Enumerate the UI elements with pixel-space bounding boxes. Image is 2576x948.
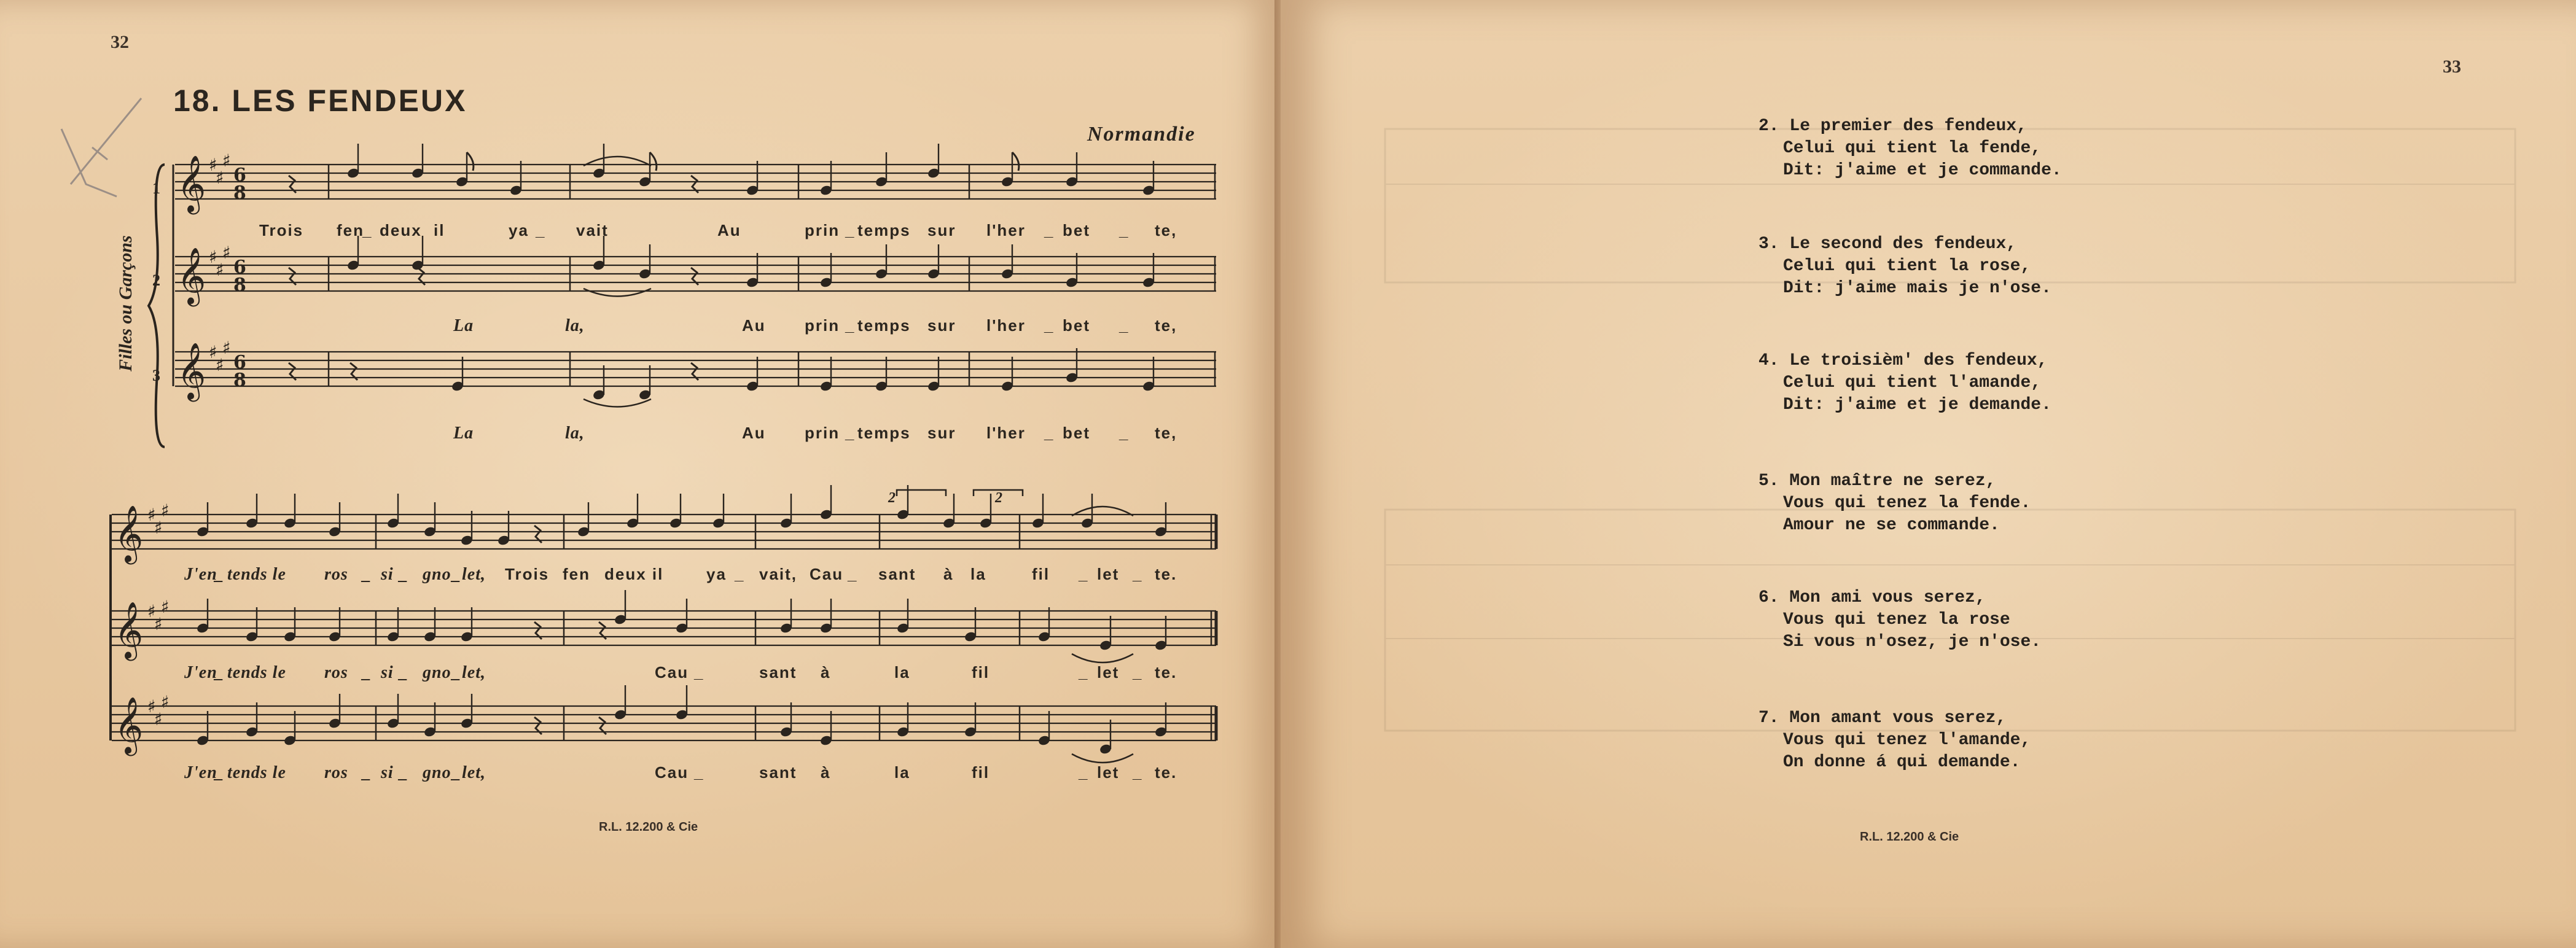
treble-clef-icon: 𝄞 — [177, 342, 206, 399]
treble-clef-icon: 𝄞 — [177, 247, 206, 304]
time-signature-denominator: 8 — [233, 274, 246, 296]
sharp-icon: ♯ — [154, 614, 163, 634]
sharp-icon: ♯ — [209, 247, 217, 267]
sharp-icon: ♯ — [161, 500, 170, 521]
sharp-icon: ♯ — [216, 168, 224, 188]
verse-block: 3. Le second des fendeux, Celui qui tient la rose, Dit: j'aime mais je n'ose. — [1758, 235, 2051, 298]
note-flag — [467, 152, 474, 171]
staff-number: 2 — [152, 271, 160, 289]
sharp-icon: ♯ — [209, 155, 217, 175]
page-number: 32 — [111, 32, 129, 52]
song-title: 18. LES FENDEUX — [173, 84, 467, 118]
note-flag — [1012, 152, 1019, 171]
time-signature-numerator: 6 — [233, 165, 246, 186]
treble-clef-icon: 𝄞 — [114, 505, 144, 562]
sharp-icon: ♯ — [147, 601, 156, 621]
music-score — [0, 0, 1281, 948]
sharp-icon: ♯ — [222, 338, 231, 358]
verse-block: 7. Mon amant vous serez, Vous qui tenez l'amande, On donne á qui demande. — [1758, 709, 2031, 772]
time-signature-denominator: 8 — [233, 370, 246, 391]
note-flag — [650, 152, 657, 171]
right-page — [1281, 0, 2576, 948]
verse-block: 5. Mon maître ne serez, Vous qui tenez la fende. Amour ne se commande. — [1758, 472, 2031, 535]
sharp-icon: ♯ — [154, 709, 163, 729]
region-label: Normandie — [1087, 123, 1196, 146]
staff-number: 1 — [152, 179, 160, 197]
voice-label: Filles ou Garçons — [115, 235, 136, 371]
sharp-icon: ♯ — [161, 597, 170, 617]
page-number: 33 — [2443, 56, 2461, 77]
verse-block: 2. Le premier des fendeux, Celui qui tient la fende, Dit: j'aime et je commande. — [1758, 117, 2062, 180]
footer-publisher: R.L. 12.200 & Cie — [599, 820, 698, 834]
slur-icon — [1072, 654, 1133, 662]
slur-icon — [1072, 754, 1133, 763]
tuplet-number: 2 — [888, 490, 896, 506]
slur-icon — [584, 289, 651, 297]
sharp-icon: ♯ — [147, 505, 156, 525]
sharp-icon: ♯ — [222, 150, 231, 171]
verse-block: 6. Mon ami vous serez, Vous qui tenez la rose Si vous n'osez, je n'ose. — [1758, 588, 2042, 651]
footer-publisher: R.L. 12.200 & Cie — [1860, 830, 1959, 844]
sharp-icon: ♯ — [216, 260, 224, 280]
time-signature-numerator: 6 — [233, 257, 246, 278]
verse-block: 4. Le troisièm' des fendeux, Celui qui tient l'amande, Dit: j'aime et je demande. — [1758, 351, 2051, 414]
sharp-icon: ♯ — [222, 243, 231, 263]
sharp-icon: ♯ — [216, 355, 224, 375]
treble-clef-icon: 𝄞 — [177, 155, 206, 212]
sharp-icon: ♯ — [154, 518, 163, 538]
left-page: 32 18. LES FENDEUX Normandie Filles ou Garçons 1 2 3 𝄞 ♯ ♯ ♯ 6 8 𝄞 ♯ ♯ ♯ 6 8 𝄞 ♯ ♯ ♯ 6 8 𝄞 ♯ ♯ ♯ 𝄞 ♯ ♯ ♯ 𝄞 ♯ ♯ ♯ Trois fen _ deux il ya _ vait Au prin _ temps sur l'her _ bet _ te, La la, Au prin _ temps sur l'her _ bet _ te, La la, Au prin _ temps sur l'her _ bet _ te, J'en _ tends le ros _ si _ gno _ let, Trois fen deux il ya _ vait, Cau _ sant à la fil _ let _ te. J'en _ tends le ros _ si _ gno _ let, Cau _ sant à la fil _ let _ te. J'en _ tends le ros _ si _ gno _ let, Cau _ sant à la fil _ let _ te. 2 2 R.L. 12.200 & Cie — [0, 0, 1281, 948]
staff-number: 3 — [152, 367, 160, 384]
sharp-icon: ♯ — [209, 342, 217, 362]
treble-clef-icon: 𝄞 — [114, 696, 144, 753]
brace-icon — [149, 165, 165, 447]
time-signature-denominator: 8 — [233, 182, 246, 204]
sharp-icon: ♯ — [147, 696, 156, 717]
treble-clef-icon: 𝄞 — [114, 601, 144, 658]
sharp-icon: ♯ — [161, 692, 170, 712]
slur-icon — [584, 399, 651, 407]
time-signature-numerator: 6 — [233, 352, 246, 373]
tuplet-bracket-icon — [897, 490, 1023, 496]
tuplet-number: 2 — [995, 490, 1002, 506]
